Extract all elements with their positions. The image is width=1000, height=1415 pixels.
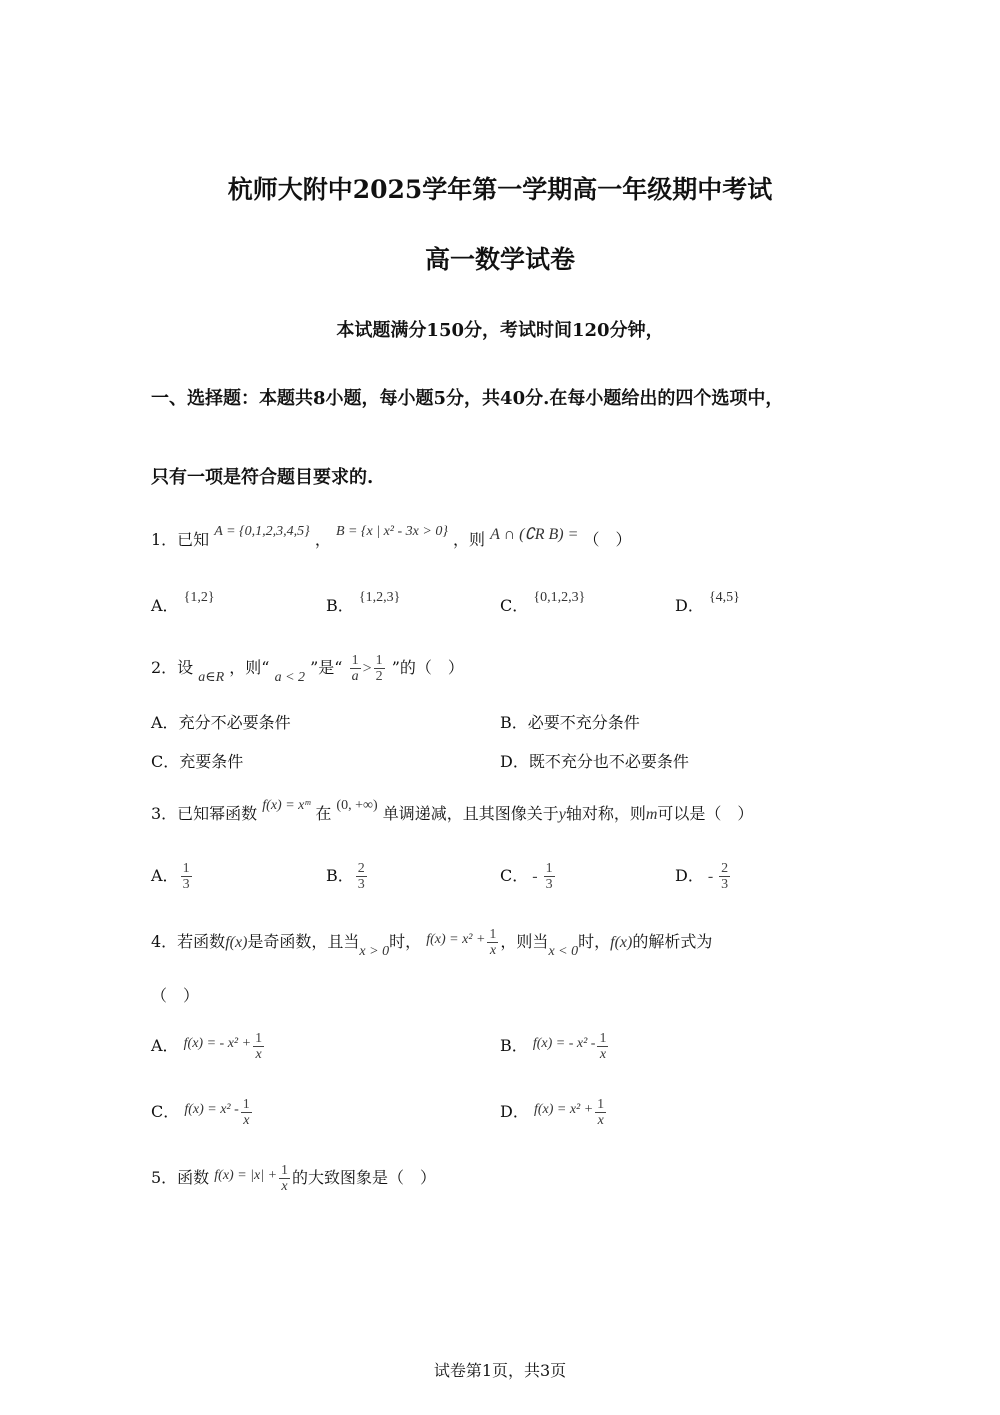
q3-desc3: 可以是（ ） (657, 804, 754, 823)
question-4 (151, 922, 712, 964)
option-expression: f(x) = x² - (184, 1102, 239, 1117)
denominator: 3 (721, 877, 729, 892)
q3-y: y (558, 806, 566, 823)
option-sign: - (532, 868, 538, 885)
exam-title: 杭师大附中2025学年第一学期高一年级期中考试 (227, 175, 773, 204)
q2-option-b (500, 713, 640, 733)
option-label: A． (151, 596, 179, 615)
q2-mid2: ”是“ (310, 658, 343, 677)
q2-gt: > (362, 660, 372, 677)
q4-odd: 是奇函数，且当 (247, 932, 360, 951)
q5-fraction (279, 1163, 290, 1194)
option-label: A． (151, 1036, 179, 1055)
option-fraction (544, 861, 555, 892)
question-1 (151, 524, 632, 552)
option-label: B． (326, 866, 354, 885)
numerator: 1 (281, 1163, 289, 1178)
q3-in: 在 (315, 804, 332, 823)
q3-option-c (500, 858, 557, 895)
option-fraction (253, 1031, 264, 1062)
q4-x-gt-0: x > 0 (359, 944, 390, 959)
q3-option-b (326, 858, 369, 895)
section-heading-line2: 只有一项是符合题目要求的. (151, 467, 374, 488)
option-fraction (241, 1097, 252, 1128)
option-value: {1,2,3} (358, 590, 401, 605)
numerator: 1 (489, 927, 497, 942)
q4-option-a (151, 1026, 266, 1068)
page-footer: 试卷第1页，共3页 (433, 1361, 567, 1380)
option-fraction (595, 1097, 606, 1128)
option-fraction (719, 861, 730, 892)
denominator: x (281, 1179, 288, 1194)
q5-suffix: 的大致图象是（ ） (292, 1168, 437, 1187)
option-label: C． (500, 596, 529, 615)
q3-option-a (151, 858, 194, 895)
q1-comma: ， (314, 530, 331, 549)
denominator: 3 (545, 877, 553, 892)
option-fraction (181, 861, 192, 892)
q3-option-d (675, 858, 732, 895)
exam-subtitle: 高一数学试卷 (424, 245, 575, 274)
numerator: 1 (255, 1031, 263, 1046)
section-heading-line1: 一、选择题：本题共8小题，每小题5分，共40分.在每小题给出的四个选项中， (151, 388, 784, 409)
q1-paren: （ ） (583, 530, 632, 549)
numerator: 1 (182, 861, 190, 876)
option-label: B． (326, 596, 354, 615)
q1-option-a (151, 590, 215, 618)
denominator: a (351, 669, 359, 684)
q2-a-lt-2: a < 2 (274, 670, 306, 685)
q4-when2: 时， (578, 932, 611, 951)
q4-def-fraction (487, 927, 498, 958)
q2-suffix: ”的（ ） (391, 658, 464, 677)
q4-prefix: 4．若函数 (151, 932, 226, 951)
q4-option-b (500, 1026, 610, 1068)
option-label: B． (500, 713, 528, 732)
q1-then: ，则 (453, 530, 486, 549)
numerator: 1 (242, 1097, 250, 1112)
q3-interval: (0, +∞) (336, 798, 378, 813)
option-value: {4,5} (708, 590, 740, 605)
q4-definition: f(x) = x² + (426, 932, 486, 947)
numerator: 1 (597, 1097, 605, 1112)
q1-prefix: 1．已知 (151, 530, 210, 549)
q3-desc2: 轴对称，则 (565, 804, 646, 823)
denominator: 3 (182, 877, 190, 892)
denominator: 3 (357, 877, 365, 892)
q2-fraction-1-over-a (350, 653, 361, 684)
option-label: A． (151, 713, 179, 732)
q5-prefix: 5．函数 (151, 1168, 210, 1187)
option-label: A． (151, 866, 179, 885)
q1-expression: A ∩ (∁R B) = (490, 526, 579, 543)
option-label: C． (500, 866, 529, 885)
option-label: B． (500, 1036, 528, 1055)
q2-option-d (500, 752, 689, 772)
q3-m: m (645, 806, 658, 823)
option-label: D． (500, 1102, 529, 1121)
option-expression: f(x) = - x² - (532, 1036, 596, 1051)
denominator: x (489, 943, 497, 958)
q3-function: f(x) = xᵐ (262, 798, 311, 813)
q5-function: f(x) = |x| + (214, 1168, 278, 1183)
denominator: x (243, 1113, 250, 1128)
question-5 (151, 1158, 436, 1200)
numerator: 2 (357, 861, 365, 876)
q2-fraction-1-over-2 (374, 653, 385, 684)
option-fraction (597, 1031, 608, 1062)
option-value: {0,1,2,3} (533, 590, 586, 605)
q4-then: ，则当 (500, 932, 549, 951)
denominator: x (599, 1047, 607, 1062)
q3-prefix: 3．已知幂函数 (151, 804, 258, 823)
denominator: 2 (375, 669, 383, 684)
q2-prefix: 2．设 (151, 658, 194, 677)
q1-option-d (675, 590, 740, 618)
denominator: x (255, 1047, 262, 1062)
q4-paren: （ ） (151, 986, 200, 1005)
option-label: D． (675, 866, 704, 885)
q2-option-a (151, 713, 291, 733)
q1-set-a: A = {0,1,2,3,4,5} (214, 524, 310, 539)
q4-x-lt-0: x < 0 (548, 944, 579, 959)
q2-option-c (151, 752, 243, 772)
option-text: 充要条件 (179, 752, 244, 771)
option-expression: f(x) = x² + (533, 1102, 594, 1117)
numerator: 1 (545, 861, 553, 876)
option-label: C． (151, 752, 180, 771)
question-3 (151, 798, 754, 826)
option-text: 既不充分也不必要条件 (528, 752, 689, 771)
option-text: 必要不充分条件 (527, 713, 640, 732)
option-fraction (356, 861, 367, 892)
q4-option-d (500, 1092, 608, 1134)
option-text: 充分不必要条件 (178, 713, 291, 732)
q3-desc: 单调递减，且其图像关于 (382, 804, 559, 823)
numerator: 1 (375, 653, 383, 668)
option-label: D． (500, 752, 529, 771)
q4-option-c (151, 1092, 254, 1134)
q2-condition: a∈R (198, 670, 225, 685)
q1-set-b: B = {x | x² - 3x > 0} (335, 524, 448, 539)
q1-option-c (500, 590, 586, 618)
question-2 (151, 650, 464, 688)
q4-when: 时， (389, 932, 422, 951)
option-label: D． (675, 596, 704, 615)
numerator: 1 (351, 653, 359, 668)
numerator: 2 (721, 861, 729, 876)
q4-fx: f(x) (225, 934, 248, 951)
q1-option-b (326, 590, 401, 618)
q4-ask: 的解析式为 (632, 932, 713, 951)
option-value: {1,2} (183, 590, 215, 605)
numerator: 1 (599, 1031, 607, 1046)
denominator: x (597, 1113, 604, 1128)
option-expression: f(x) = - x² + (183, 1036, 252, 1051)
q2-mid1: ，则“ (229, 658, 270, 677)
option-sign: - (707, 868, 714, 885)
option-label: C． (151, 1102, 180, 1121)
exam-note: 本试题满分150分，考试时间120分钟， (336, 320, 664, 341)
q4-fx2: f(x) (610, 934, 633, 951)
